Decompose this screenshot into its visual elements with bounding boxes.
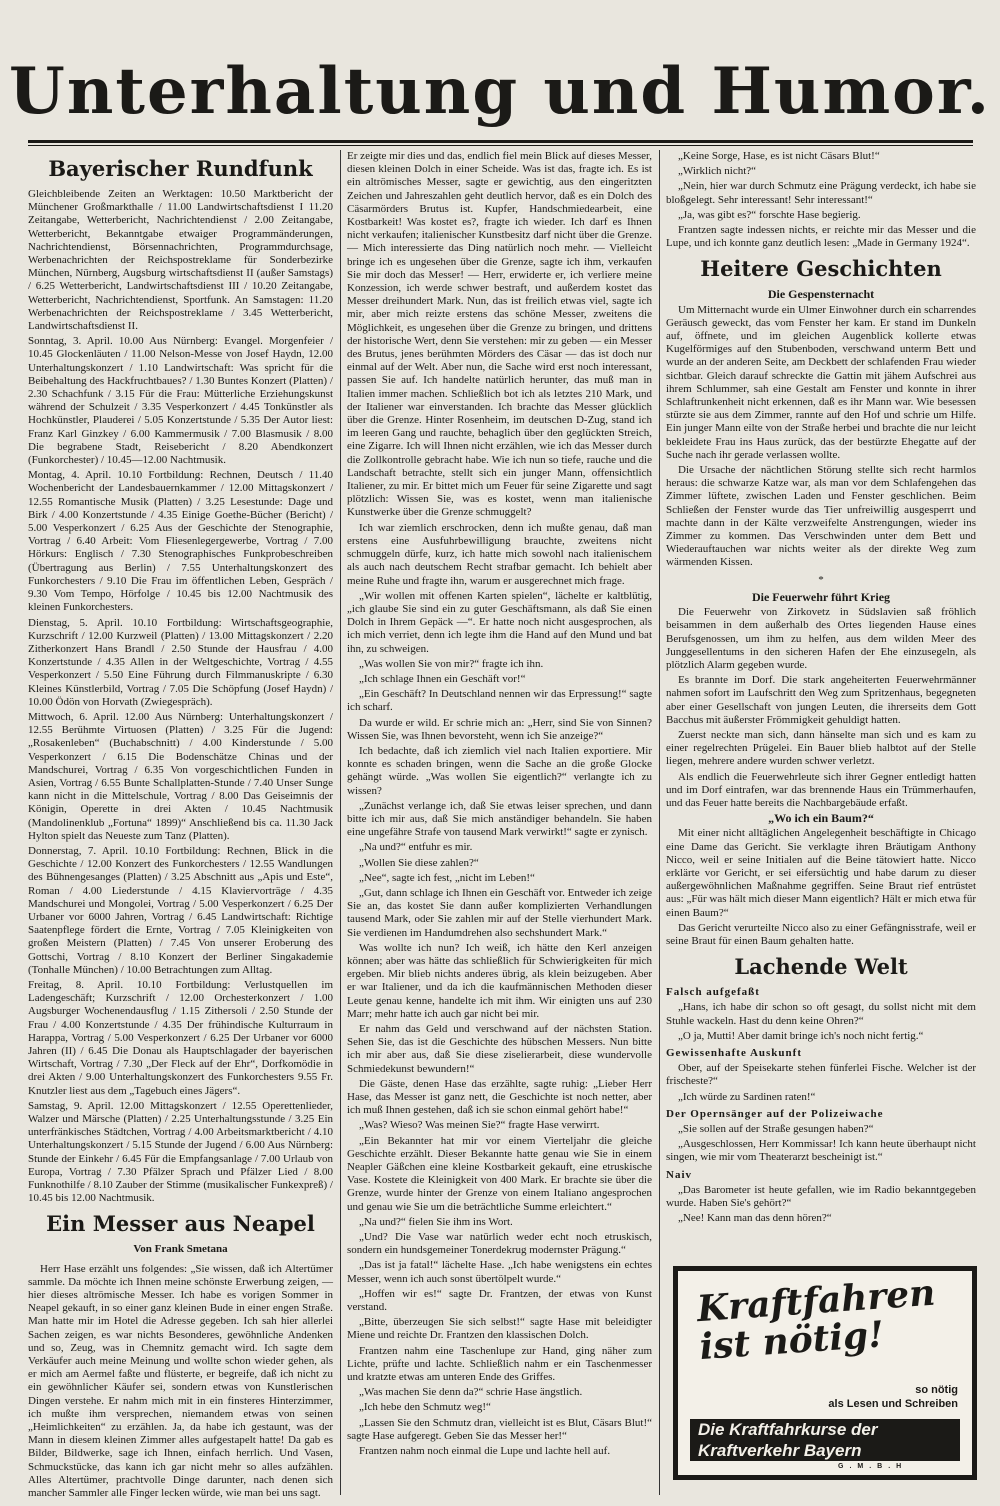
story-paragraph: Ich bedachte, daß ich ziemlich viel nach Italien exportiere. Mir konnte es schaden bringen, wenn die Sache an die große Glocke gehängt würde. „Was wollen Sie eigentlich?“ verlangte ich zu wissen? — [347, 744, 652, 797]
anecdote-title: Die Gespensternacht — [767, 287, 875, 302]
story-paragraph: Ich war ziemlich erschrocken, denn ich mußte genau, daß man erstens eine Ausfuhrbewilligung brauchte, zweitens nicht schmuggeln dürfe, kurz, ich hatte mich sowohl nach italienischem als auch nach deutschem Recht strafbar gemacht. Ich behielt aber meine Ruhe und fragte ihn, warum er ausgerechnet mich frage. — [347, 521, 652, 587]
joke-line: „Sie sollen auf der Straße gesungen haben?“ — [678, 1123, 874, 1135]
story-paragraph: „Wirklich nicht?“ — [678, 165, 757, 178]
ad-subline — [828, 1383, 958, 1411]
anecdote-title: „Wo ich ein Baum?“ — [768, 811, 874, 826]
radio-wednesday: Mittwoch, 6. April. 12.00 Aus Nürnberg: Unterhaltungskonzert / 12.55 Berühmte Virtuosen (Platten) / 3.25 Für die Jugend: „Rosakenleben“ (Buchabschnitt) / 4.00 Kinderstunde / 5.00 Vesperkonzert / 6.15 Die Bodenschätze Chinas und der Mandschurei, Vortrag / 6.35 Von vorgeschichtlichen Funden in Asien, Vortrag / 6.55 Bunte Schallplatten-Stunde / 7.40 Unser Sunge kann nicht in die Mittelschule, Vortrag / 8.00 Das Geiseimnis der Königin, Operette in drei Akten / 10.45 Nachtmusik (Mandolinenklub „Fortuna“ 1899)“ Anschließend bis ca. 11.30 Jack Hylton spielt das Neueste zum Tanz (Platten). — [28, 710, 333, 842]
radio-weekday-times: Gleichbleibende Zeiten an Werktagen: 10.50 Marktbericht der Münchener Großmarkthalle / 11.00 Landwirtschaftsdienst I 11.20 Zeitangabe, Wetterbericht, Nachrichtendienst / 2.00 Zeitangabe, Wetterbericht, Bekanntgabe etwaiger Programmänderungen, Nachrichtendienst, Börsennachrichten, Programmdurchsage, Werbenachrichten der Reichspostreklame für Sonderbezirke München, Nürnberg, Augsburg wirtschaftsdienst II (außer Samstags) / 6.25 Wetterbericht, Landwirtschaftsdienst III / 10.20 Zeitangabe, Wetterbericht, Nachrichtendienst, Sportfunk. An Samstagen: 11.20 Werbenachrichten der Reichspostreklame / 3.45 Wetterbericht, Landwirtschaftsdienst II. — [28, 188, 333, 333]
anecdote-paragraph: Die Feuerwehr von Zirkovetz in Südslavien saß fröhlich beisammen in dem außerhalb des Ortes liegenden Hause eines Berufsgenossen, um ihm zu helfen, aus dem wilden Meer des Junggesellentums in den sicheren Hafen der Ehe einzusegeln, als plötzlich Alarm gegeben wurde. — [666, 606, 976, 671]
column-radio-program — [28, 150, 333, 1500]
story-paragraph: Herr Hase erzählt uns folgendes: „Sie wissen, daß ich Altertümer sammle. Da möchte ich Ihnen meine schönste Erwerbung zeigen, — hier dieses altrömische Messer. Ich habe es vorigen Sommer in Neapel gekauft, in so einer ganz kleinen Bude in einer engen Straße. Man hatte mir im Hotel die Adresse gegeben. Ich sah hier allerlei Sachen zeigen, es war nichts Besonderes, gewöhnliche Andenken und so, Zeug, was in Chemnitz gemacht wird. Ich sagte dem Verkäufer auch meine Meinung und wollte schon wieder gehen, als er mich am Aermel faßte und flüsterte, er begreife, daß ich nicht zu ein gewöhnlicher Käufer sei, sondern etwas von Kunstlerischen Dingen verstehe. Er nahm mich mit in ein finsteres Hinterzimmer, ich mußte ihm versprechen, niemandem etwas von seinen „Heimlichkeiten“ zu erzählen. Ja, da habe ich gestaunt, was der Mann in diesem kleinen Zimmer alles aufgestapelt hatte! Da gab es Bilder, Bildwerke, sage ich Ihnen, einfach herrlich. Und Vasen, Schmuckstücke, das kann ich gar nicht mehr so alles aufzählen. Alles Altertümer, prachtvolle Dinge darunter, nach denen sich mancher Sammler alle Finger lecken würde, wie man bei uns sagt. — [28, 1262, 333, 1500]
story-paragraph: „Was? Wieso? Was meinen Sie?“ fragte Hase verwirrt. — [359, 1119, 600, 1132]
story-paragraph: Was wollte ich nun? Ich weiß, ich hätte den Kerl anzeigen können; aber was hätte das schließlich für Schwierigkeiten für mich ergeben. Mir blieb nichts anderes übrig, als klein beizugeben. Aber er war Italiener, und da ich die kaufmännischen Methoden dieser Leute genau kenne, handelte ich mit ihm. Wir einigten uns auf 230 Marr; mehr hatte ich auch gar nicht bei mir. — [347, 941, 652, 1020]
masthead-title: Unterhaltung und Humor. — [9, 54, 991, 129]
radio-friday: Freitag, 8. April. 10.10 Fortbildung: Verlustquellen im Ladengeschäft; Kurzschrift / 12.00 Orchesterkonzert / 1.00 Augsburger Wochenendausflug / 1.15 Zithersoli / 2.50 Stunde der Frau / 4.00 Konzertstunde / 4.35 Der frühindische Kulturraum in Harappa, Vortrag / 5.00 Vesperkonzert / 6.25 Der Urbaner vor 6000 Jahren (II) / 6.45 Die Donau als Hauptschlagader der bayerischen Wirtschaft, Vortrag / 7.30 „Der Fleck auf der Ehr“, Dorfkomödie in drei Akten / 9.00 Unterhaltungskonzert des Funkorchesters 9.55 Fr. Knutzler liest aus dem „Tagebuch eines Jägers“. — [28, 978, 333, 1097]
story-paragraph: Frantzen nahm eine Taschenlupe zur Hand, ging näher zum Lichte, prüfte und lachte. Schließlich nahm er ein Taschenmesser und kratzte etwas am unteren Ende des Griffes. — [347, 1344, 652, 1384]
column-divider — [659, 150, 660, 1495]
ad-banner-line-1: Die Kraftfahrkurse der — [698, 1420, 878, 1439]
story-paragraph: „Und? Die Vase war natürlich weder echt noch etruskisch, sondern ein hundsgemeiner Tonerdekrug modernster Prägung.“ — [347, 1231, 652, 1257]
ad-company-banner — [690, 1419, 960, 1461]
jokes-heading: Lachende Welt — [734, 954, 908, 980]
story-paragraph: „Gut, dann schlage ich Ihnen ein Geschäft vor. Entweder ich zeige Sie an, das kostet Sie dann außer komplizierten Verhandlungen tausend Mark, oder Sie zahlen mir auf der Stelle vierhundert Mark. Sie verdienen im Handumdrehen also sechshundert Mark.“ — [347, 886, 652, 939]
joke-line: „Das Barometer ist heute gefallen, wie im Radio bekanntgegeben wurde. Haben Sie's gehört?“ — [666, 1183, 976, 1210]
advertisement-box — [673, 1266, 977, 1480]
ad-banner-line-2: Kraftverkehr Bayern — [698, 1441, 862, 1460]
story-paragraph: „Keine Sorge, Hase, es ist nicht Cäsars Blut!“ — [678, 150, 880, 162]
anecdote-paragraph: Die Ursache der nächtlichen Störung stellte sich recht harmlos heraus: die schwarze Katze war, als man vor dem Schlafengehen das Zimmer lüftete, zwischen Laden und Fenster geschlichen. Beim Schließen der Fenster wurde das Tier unfreiwillig ausgesperrt und machte dann in der Kälte verzweifelte Anstrengungen, wieder ins Zimmer zu kommen. Das Verschwinden unter dem Bett und Wiederauftauchen war nichts weiter als der direkte Weg zum wärmenden Kissen. — [666, 464, 976, 569]
joke-line: „Hans, ich habe dir schon so oft gesagt, du sollst nicht mit dem Stuhle wackeln. Hast du denn keine Ohren?“ — [666, 1001, 976, 1027]
radio-monday: Montag, 4. April. 10.10 Fortbildung: Rechnen, Deutsch / 11.40 Wochenbericht der Landesbauernkammer / 12.00 Mittagskonzert / 12.55 Romantische Musik (Platten) / 3.25 Lesestunde: Dage und Birk / 4.00 Konzertstunde / 4.35 Einige Goethe-Bücher (Bericht) / 5.00 Vesperkonzert / 6.25 Aus der Geschichte der Stenographie, Vortrag / 6.40 Arbeit: Vom Fliesenlegergewerbe, Vortrag / 7.00 Hörkurs: Englisch / 7.30 Stenographisches Funkprobeschreiben (Übertragung aus Berlin) / 7.55 Unterhaltungskonzert des Funkorchesters / 9.10 Die Frau im öffentlichen Leben, Gespräch / 9.30 Vom Tempo, Hörfolge / 10.45 bis 12.00 Nachtmusik des kleinen Funkorchesters. — [28, 469, 333, 614]
column-divider — [340, 150, 341, 1495]
masthead-rule-thick — [28, 140, 973, 143]
ad-headline: Kraftfahren ist nötig! — [695, 1271, 937, 1369]
story-paragraph: „Nein, hier war durch Schmutz eine Prägung verdeckt, ich habe sie bloßgelegt. Sehr interessant! Sehr interessant!“ — [666, 180, 976, 206]
story-paragraph: „Na und?“ fielen Sie ihm ins Wort. — [359, 1215, 513, 1228]
separator-asterisk-icon: * — [818, 573, 824, 586]
story-paragraph: „Ja, was gibt es?“ forschte Hase begierig. — [678, 208, 861, 221]
joke-title: Naiv — [666, 1168, 692, 1181]
story-paragraph: Da wurde er wild. Er schrie mich an: „Herr, sind Sie von Sinnen? Wissen Sie, was Ihnen bevorsteht, wenn ich Sie anzeige?“ — [347, 716, 652, 742]
radio-saturday: Samstag, 9. April. 12.00 Mittagskonzert / 12.55 Operettenlieder, Walzer und Märsche (Platten) / 2.25 Unterhaltungsstunde / 3.25 Ein unterfränkisches Städtchen, Vortrag / 4.00 Arbeitsmarktbericht / 4.10 Unterhaltungskonzert / 5.15 Stunde der Jugend / 6.00 Aus Nürnberg: Stunde der Einkehr / 6.45 Für die Empfangsanlage / 7.00 Urlaub von Europa, Vortrag / 7.30 Pfälzer Sprach und Pfälzer Lied / 8.00 Funknothilfe / 8.10 Zauber der Stimme (musikalischer Funkexpreß) / 10.45 bis 12.00 Nachtmusik. — [28, 1099, 333, 1205]
story-paragraph: „Wollen Sie diese zahlen?“ — [359, 856, 479, 869]
joke-title: Gewissenhafte Auskunft — [666, 1046, 802, 1059]
story-paragraph: „Bitte, überzeugen Sie sich selbst!“ sagte Hase mit beleidigter Miene und reichte Dr. Frantzen den klassischen Dolch. — [347, 1316, 652, 1342]
radio-sunday: Sonntag, 3. April. 10.00 Aus Nürnberg: Evangel. Morgenfeier / 10.45 Glockenläuten / 11.00 Nelson-Messe von Josef Haydn, 12.00 Unterhaltungskonzert / 1.10 Landwirtschaft: Was spricht für die Beibehaltung des Hackfruchtbaues? / 1.30 Buntes Konzert (Platten) / 2.30 Schachfunk / 3.15 Für die Frau: Mütterliche Erziehungskunst während der Schulzeit / 3.35 Vesperkonzert / 4.45 Tonkünstler als Hochkünstler, Plauderei / 5.05 Konzertstunde / 5.35 Der Autor liest: Franz Karl Ginzkey / 6.00 Kammermusik / 7.00 Blasmusik / 8.00 Die begrabene Stadt, Reisebericht / 8.20 Abendkonzert (Funkorchester) / 10.45—12.00 Nachtmusik. — [28, 335, 333, 467]
story-paragraph: „Wir wollen mit offenen Karten spielen“, lächelte er kaltblütig, „ich glaube Sie sind ein zu guter Geschäftsmann, als daß Sie einen Dolch in Ihrem Gepäck —“. Er hatte noch nicht ausgesprochen, als ich mich verriet, denn ich legte ihm die Hand auf den Mund und bat ihn, zu schweigen. — [347, 589, 652, 655]
joke-title: Falsch aufgefaßt — [666, 986, 760, 999]
story-paragraph: „Ein Geschäft? In Deutschland nennen wir das Erpressung!“ sagte ich scharf. — [347, 688, 652, 714]
anecdotes-heading: Heitere Geschichten — [700, 256, 942, 282]
anecdote-paragraph: Mit einer nicht alltäglichen Angelegenheit beschäftigte in Chicago eine Dame das Gericht. Sie verklagte ihren Bräutigam Anthony Nicco, weil er seine Initialen auf die Beine tätowiert hatte. Nicco erklärte vor Gericht, er sei eifersüchtig und habe darum zu dieser außergewöhnlichen Maßnahme gegriffen. Seine Braut rief entrüstet aus: „Für was hält mich dieser Mann eigentlich? Hält er mich etwa für einen Baum?“ — [666, 827, 976, 919]
story-paragraph: Frantzen sagte indessen nichts, er reichte mir das Messer und die Lupe, und ich konnte ganz deutlich lesen: „Made in Germany 1924“. — [666, 224, 976, 250]
story-paragraph: „Ich hebe den Schmutz weg!“ — [359, 1401, 491, 1414]
anecdote-paragraph: Als endlich die Feuerwehrleute sich ihrer Gegner entledigt hatten und im Dorf eintrafen, war das brennende Haus ein Trümmerhaufen, und das Feuer hatte bereits die Nachbargebäude erfaßt. — [666, 770, 976, 809]
joke-line: Ober, auf der Speisekarte stehen fünferlei Fische. Welcher ist der frischeste?“ — [666, 1062, 976, 1088]
story-paragraph: „Na und?“ entfuhr es mir. — [359, 841, 473, 854]
column-anecdotes — [666, 150, 976, 1255]
anecdote-paragraph: Zuerst neckte man sich, dann hänselte man sich und es kam zu einer regelrechten Prügelei. Ein Bauer blieb halbtot auf der Stelle liegen, mehrere andere wurden schwer verletzt. — [666, 728, 976, 768]
story-title: Ein Messer aus Neapel — [46, 1211, 315, 1237]
masthead-rule-thin — [28, 145, 973, 146]
joke-title: Der Opernsänger auf der Polizeiwache — [666, 1107, 884, 1120]
story-paragraph: Er zeigte mir dies und das, endlich fiel mein Blick auf dieses Messer, diesen kleinen Dolch in einer Scheide. Was ist das, fragte ich. Es ist ein altrömisches Messer, sagte er gewichtig, aus den eingeritzten Zeichen und Jahreszahlen geht deutlich hervor, daß es ein Dolch des Cäsarmörders Brutus ist. Kupfer, Handschmiedearbeit, eine Kostbarkeit! Was kostet es?, fragte ich wieder. Ich darf es Ihnen nicht verkaufen; italienischer Kunstbesitz darf nicht über die Grenze. — Mich interessierte das Ding natürlich noch mehr. — Vielleicht bringe ich es ungesehen über die Grenze, sagte ich ihm, verkaufen Sie mir doch das Messer! — Herr, erwiderte er, ich verliere meine Konzession, ich werde schwer bestraft, und außerdem kostet das Messer dreihundert Mark. Nun, das ist freilich etwas viel, sagte ich mir, aber mich reizte erstens das schöne Messer, zweitens die Möglichkeit, es ungesehen über die Grenze zu bringen, und drittens der historische Wert, denn Sie verstehen: mir zu geben — ein Messer des Brutus, jenes berühmten Mörders des Cäsar — das ist doch nur einmal auf der Welt. Aber nun, die Sache wird erst noch interessant, passen Sie auf. Ich handelte natürlich herunter, das muß man in Italien immer machen. Schließlich bot ich als letztes 210 Mark, und der Italiener war einverstanden. Ich brachte das Messer glücklich über die Grenze. Hinter Rosenheim, im deutschen D-Zug, stand ich im leeren Gang und rauchte, behaglich über den geglückten Streich, eine Zigarre. Ich will Ihnen nicht erzählen, wie ich das Messer durch die Zollkontrolle gebracht habe. Wie ich nun so tiefe, rauche und die Landschaft betrachte, stellt sich ein junger Mann, offensichtlich Italiener, zu mir. Er bittet mich um Feuer für seine Zigarette und sagt plötzlich: Wissen Sie, was es kostet, wenn man italienische Kunstwerke über die Grenze schmuggelt? — [347, 150, 652, 519]
joke-line: „Ich würde zu Sardinen raten!“ — [678, 1090, 816, 1103]
story-paragraph: „Was machen Sie denn da?“ schrie Hase ängstlich. — [359, 1386, 583, 1399]
story-paragraph: „Das ist ja fatal!“ lächelte Hase. „Ich habe wenigstens ein echtes Messer, wenn ich auch sonst übertölpelt wurde.“ — [347, 1259, 652, 1285]
radio-heading: Bayerischer Rundfunk — [48, 156, 313, 181]
story-paragraph: „Hoffen wir es!“ sagte Dr. Frantzen, der etwas von Kunst verstand. — [347, 1287, 652, 1314]
story-paragraph: Die Gäste, denen Hase das erzählte, sagte ruhig: „Lieber Herr Hase, das Messer ist ganz nett, die Geschichte ist noch netter, aber ich muß Ihnen gestehen, daß ich sie schon einmal gehört habe!“ — [347, 1077, 652, 1117]
anecdote-title: Die Feuerwehr führt Krieg — [751, 589, 891, 604]
story-paragraph: „Zunächst verlange ich, daß Sie etwas leiser sprechen, und dann bitte ich mir aus, daß Sie mich anständiger behandeln. Sie haben eine ungefähre Strafe von tausend Mark verwirkt!“ sagte er zynisch. — [347, 799, 652, 839]
story-paragraph: Er nahm das Geld und verschwand auf der nächsten Station. Sehen Sie, das ist die Geschichte des hübschen Messers. Nun bitte ich mir aber aus, daß Sie diese ziselierarbeit, diese wundervolle Schmiedekunst bewundern!“ — [347, 1023, 652, 1075]
ad-subline-2: als Lesen und Schreiben — [828, 1398, 958, 1410]
column-story-continued — [347, 150, 652, 1495]
joke-line: „O ja, Mutti! Aber damit bringe ich's noch nicht fertig.“ — [678, 1029, 924, 1042]
anecdote-paragraph: Es brannte im Dorf. Die stark angeheiterten Feuerwehrmänner nahmen sofort im Laufschritt den Weg zum Spritzenhaus, begegneten aber einer Gesellschaft von jungen Leuten, die ihrerseits dem Gott Bacchus mit äußerster Frömmigkeit gehuldigt hatten. — [666, 674, 976, 726]
radio-tuesday: Dienstag, 5. April. 10.10 Fortbildung: Wirtschaftsgeographie, Kurzschrift / 12.00 Kurzweil (Platten) / 13.00 Mittagskonzert / 2.20 Zitherkonzert Hans Brandl / 2.50 Stunde der Hausfrau / 4.00 Konzertstunde / 4.35 Allen in der Weltgeschichte, Vortrag / 4.55 Vesperkonzert / 5.50 Eine Führung durch Filmmanuskripte / 6.30 Kleines Künstlerbild, Vortrag / 7.05 Die Schöpfung (Josef Haydn) / 10.00 Ödön von Horvath (Zwiegespräch). — [28, 616, 333, 708]
ad-subline-1: so nötig — [915, 1384, 958, 1396]
story-paragraph: Frantzen nahm noch einmal die Lupe und lachte hell auf. — [359, 1445, 611, 1458]
ad-legal-form: G.M.B.H — [838, 1463, 908, 1470]
anecdote-paragraph: Das Gericht verurteilte Nicco also zu einer Gefängnisstrafe, weil er seine Braut für einen Baum gehalten hatte. — [666, 921, 976, 947]
story-paragraph: „Nee“, sagte ich fest, „nicht im Leben!“ — [359, 871, 535, 884]
story-paragraph: „Ein Bekannter hat mir vor einem Vierteljahr die gleiche Geschichte erzählt. Dieser Bekannte hatte genau wie Sie in einem Neapler Gäßchen eine kleine Kostbarkeit gekauft, eine etruskische Vase. Kostete die Kleinigkeit von 400 Mark. Er brachte sie über die Grenze, wurde hinter der Grenze von einem Italiano angesprochen und genau wie Sie um die beträchtliche Summe erleichtert.“ — [347, 1134, 652, 1213]
joke-line: „Nee! Kann man das denn hören?“ — [678, 1212, 832, 1225]
joke-line: „Ausgeschlossen, Herr Kommissar! Ich kann heute überhaupt nicht singen, wie mir vom Theaterarzt bescheinigt ist.“ — [666, 1138, 976, 1164]
story-byline: Von Frank Smetana — [133, 1243, 228, 1256]
story-paragraph: „Was wollen Sie von mir?“ fragte ich ihn. — [359, 657, 544, 670]
story-paragraph: „Ich schlage Ihnen ein Geschäft vor!“ — [359, 672, 526, 685]
story-paragraph: „Lassen Sie den Schmutz dran, vielleicht ist es Blut, Cäsars Blut!“ sagte Hase aufgeregt. Geben Sie das Messer her!“ — [347, 1416, 652, 1442]
radio-thursday: Donnerstag, 7. April. 10.10 Fortbildung: Rechnen, Blick in die Geschichte / 12.00 Konzert des Funkorchesters / 12.55 Wandlungen des Bühnengesanges (Platten) / 3.25 Abschnitt aus „Apis und Este“, Roman / 4.00 Liederstunde / 4.15 Klaviervorträge / 4.35 Mandschurei und Mongolei, Vortrag / 5.00 Vesperkonzert / 6.25 Der Urbaner vor 6000 Jahren, Vortrag / 6.45 Landwirtschaft: Richtige Saatenpflege fördert die Ernte, Vortrag / 7.05 Kleinigkeiten von großen Meistern (Platten) / 7.45 Von unserer Eroberung des Gottschi, Vortrag / 8.10 Konzert der Berliner Singakademie (Tonhalle München) / 10.00 Betrachtungen zum Alltag. — [28, 844, 333, 976]
anecdote-paragraph: Um Mitternacht wurde ein Ulmer Einwohner durch ein scharrendes Geräusch geweckt, das vom Fenster her kam. Er stand im Dunkeln auf, öffnete, und im gleichen Augenblick kollerte etwas Kugelförmiges auf den Stubenboden, verschwand unterm Bett und wurde an der anderen Seite, am Deckbett der schlafenden Frau wieder sichtbar. Gleich darauf schreckte die Gattin mit jähem Aufschrei aus ihrem Schlummer, sah eine Gestalt am Fenster und konnte in ihrer Schlaftrunkenheit nicht erkennen, daß es ihr Mann war. Wie besessen stürzte sie aus dem Zimmer, rannte auf den Hof und schrie um Hilfe. Ein junger Mann eilte von der Straße herbei und brachte die nur leicht bekleidete Frau ins Haus zurück, das der bestürzte Ehegatte auf der Suche nach ihr gerade verlassen wollte. — [666, 303, 976, 461]
